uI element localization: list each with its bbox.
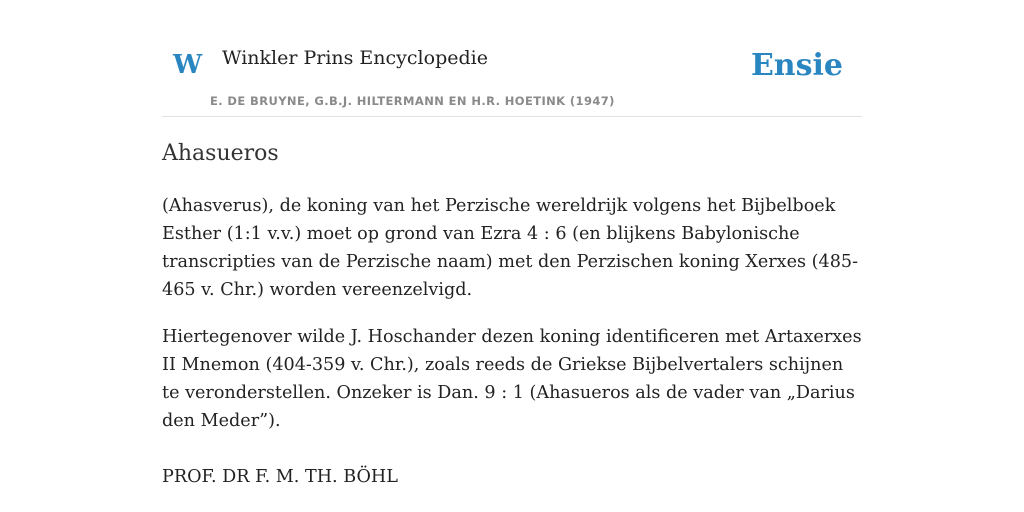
entry-paragraph: (Ahasverus), de koning van het Perzische wereldrijk volgens het Bijbelboek Esther (1:1 v.v.) moet op grond van Ezra 4 : 6 (en blijkens Babylonische transcripties van de Perzische naam) met den Perzischen koning Xerxes (485-465 v. Chr.) worden vereenzelvigd. [162, 196, 859, 300]
entry-paragraph: Hiertegenover wilde J. Hoschander dezen koning identificeren met Artaxerxes II Mnemon (404-359 v. Chr.), zoals reeds de Griekse Bijbelvertalers schijnen te veronderstellen. Onzeker is Dan. 9 : 1 (Ahasueros als de vader van „Darius den Meder”). [162, 327, 862, 431]
page [162, 0, 862, 487]
encyclopedia-header [162, 0, 862, 117]
ensie-logo[interactable]: Ensie [750, 48, 843, 83]
encyclopedia-title[interactable]: Winkler Prins Encyclopedie [222, 47, 488, 69]
entry-title: Ahasueros [162, 141, 279, 166]
winkler-prins-logo[interactable]: W [173, 50, 203, 80]
editors-line: E. DE BRUYNE, G.B.J. HILTERMANN EN H.R. HOETINK (1947) [210, 94, 615, 108]
entry-author: PROF. DR F. M. TH. BÖHL [162, 467, 398, 487]
